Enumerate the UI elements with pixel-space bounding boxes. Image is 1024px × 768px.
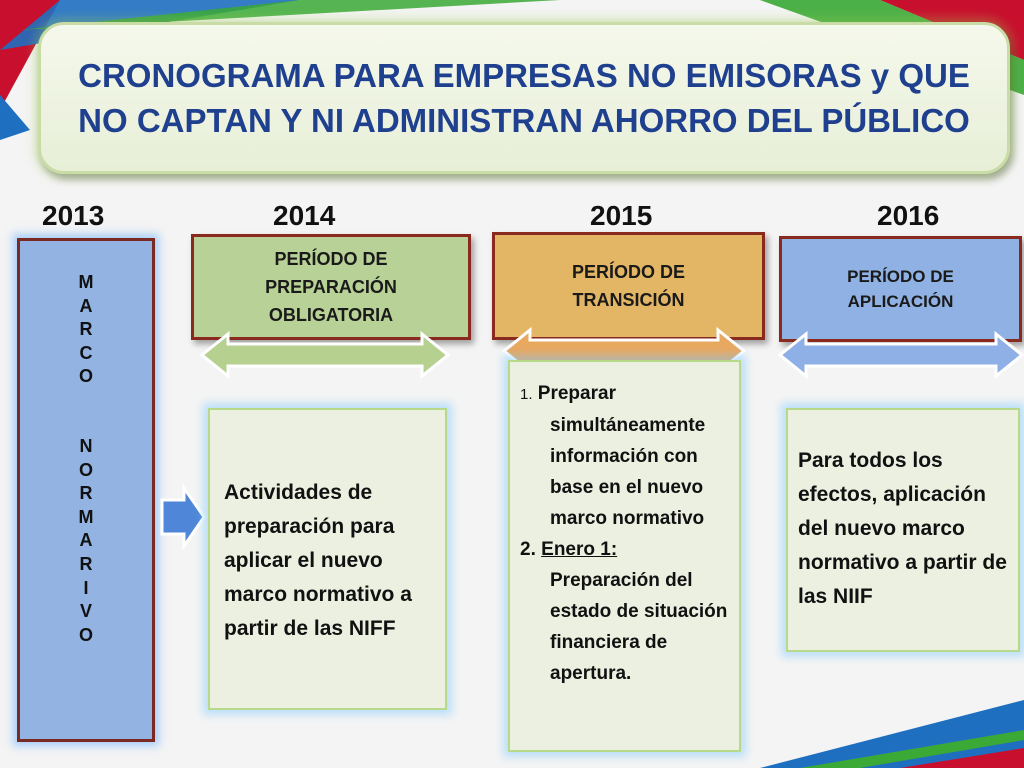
marco-normativo-column xyxy=(17,238,155,742)
normativo-letter: I xyxy=(83,577,89,598)
normativo-letter: M xyxy=(78,506,94,527)
marco-letter: C xyxy=(79,342,93,363)
transition-step-2 xyxy=(520,534,729,689)
period-application-box xyxy=(779,236,1022,342)
period-transition-label: PERÍODO DE TRANSICIÓN xyxy=(571,262,686,310)
transition-step-1 xyxy=(520,378,729,534)
marco-letter: O xyxy=(78,366,93,387)
period-preparation-box xyxy=(191,234,471,340)
pointer-arrow-icon xyxy=(158,484,208,550)
period-preparation-label: PERÍODO DE PREPARACIÓN OBLIGATORIA xyxy=(265,249,397,325)
step-2-number: 2. xyxy=(520,539,536,560)
title-line-1: CRONOGRAMA PARA EMPRESAS NO EMISORAS y QUE xyxy=(78,57,970,94)
period-transition-box xyxy=(492,232,765,340)
normativo-letter: R xyxy=(79,553,93,574)
normativo-letter: N xyxy=(79,435,93,456)
normativo-letter: O xyxy=(78,624,93,645)
marco-letter: A xyxy=(79,295,93,316)
normativo-letter: V xyxy=(79,601,92,622)
card-application xyxy=(786,408,1020,652)
card-preparation xyxy=(208,408,447,710)
card-preparation-text: Actividades de preparación para aplicar el nuevo marco normativo a partir de las NIFF xyxy=(224,481,412,640)
double-arrow-preparation xyxy=(200,330,450,380)
normativo-letter: A xyxy=(79,530,93,551)
year-2016: 2016 xyxy=(877,200,940,231)
normativo-letter: R xyxy=(79,483,93,504)
period-application-label: PERÍODO DE APLICACIÓN xyxy=(847,267,954,311)
year-2015: 2015 xyxy=(590,200,653,231)
card-transition xyxy=(508,360,741,752)
step-2-text: Preparación del estado de situación financiera de apertura. xyxy=(550,570,728,684)
marco-letter: R xyxy=(79,319,93,340)
title-banner xyxy=(38,22,1010,174)
normativo-letter: O xyxy=(78,459,93,480)
marco-letter: M xyxy=(78,272,94,292)
step-2-label: Enero 1: xyxy=(541,539,618,560)
page-title xyxy=(54,53,994,143)
transition-steps-list xyxy=(520,378,729,689)
title-line-2: NO CAPTAN Y NI ADMINISTRAN AHORRO DEL PÚBLICO xyxy=(78,102,970,139)
year-2014: 2014 xyxy=(273,200,336,231)
step-1-number: 1. xyxy=(520,386,533,403)
marco-gap xyxy=(20,389,152,435)
step-1-text: Preparar simultáneamente información con base en el nuevo marco normativo xyxy=(537,383,706,529)
card-application-text: Para todos los efectos, aplicación del nuevo marco normativo a partir de las NIIF xyxy=(798,449,1007,608)
year-2013: 2013 xyxy=(42,200,105,231)
double-arrow-application xyxy=(778,330,1024,380)
